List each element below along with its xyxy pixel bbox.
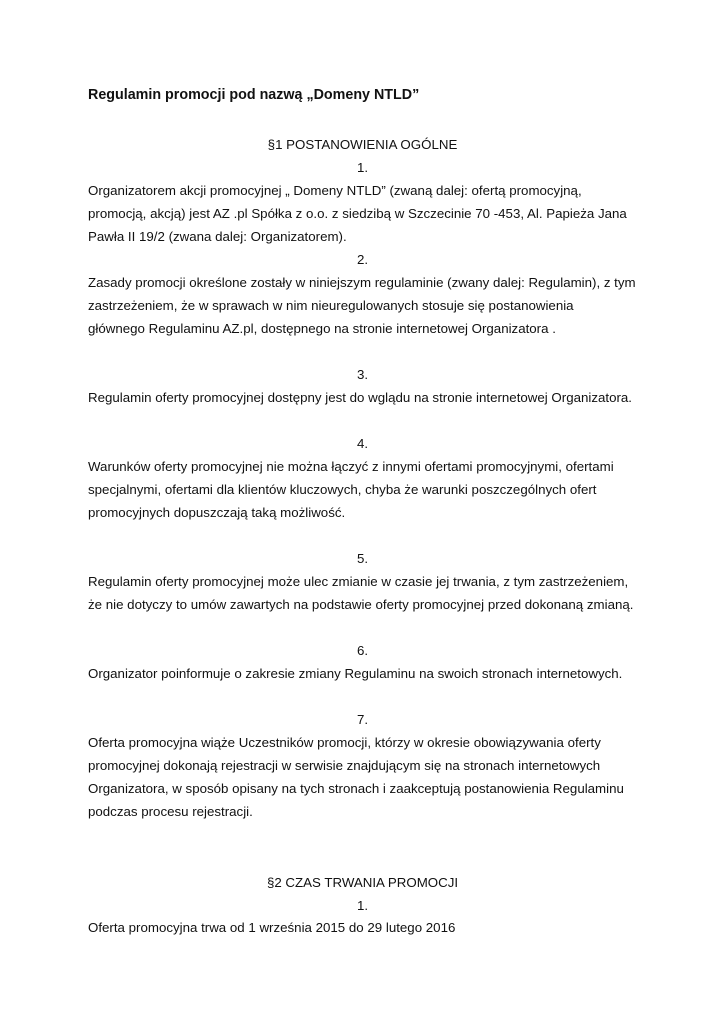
paragraph-line: zastrzeżeniem, że w sprawach w nim nieuregulowanych stosuje się postanowienia bbox=[88, 298, 574, 313]
paragraph-line: Regulamin oferty promocyjnej może ulec zmianie w czasie jej trwania, z tym zastrzeżeniem, bbox=[88, 574, 629, 589]
paragraph-line: Oferta promocyjna wiąże Uczestników promocji, którzy w okresie obowiązywania oferty bbox=[88, 735, 601, 750]
document-title: Regulamin promocji pod nazwą „Domeny NTLD” bbox=[88, 87, 420, 103]
section-1-heading: §1 POSTANOWIENIA OGÓLNE bbox=[267, 137, 458, 152]
paragraph-line: że nie dotyczy to umów zawartych na podstawie oferty promocyjnej przed dokonaną zmianą. bbox=[88, 597, 634, 612]
paragraph-line: Oferta promocyjna trwa od 1 września 2015 do 29 lutego 2016 bbox=[88, 920, 456, 935]
paragraph-line: Organizatorem akcji promocyjnej „ Domeny NTLD” (zwaną dalej: ofertą promocyjną, bbox=[88, 183, 582, 198]
paragraph-line: głównego Regulaminu AZ.pl, dostępnego na stronie internetowej Organizatora . bbox=[88, 321, 556, 336]
paragraph-line: Warunków oferty promocyjnej nie można łączyć z innymi ofertami promocyjnymi, ofertami bbox=[88, 459, 614, 474]
item-number: 6. bbox=[356, 643, 369, 658]
paragraph-line: Pawła II 19/2 (zwana dalej: Organizatorem). bbox=[88, 229, 347, 244]
item-number: 7. bbox=[356, 712, 369, 727]
item-number: 3. bbox=[356, 367, 369, 382]
item-number: 4. bbox=[356, 436, 369, 451]
item-number: 5. bbox=[356, 551, 369, 566]
paragraph-line: Zasady promocji określone zostały w niniejszym regulaminie (zwany dalej: Regulamin), z tym bbox=[88, 275, 636, 290]
item-number: 2. bbox=[356, 252, 369, 267]
item-number: 1. bbox=[356, 160, 369, 175]
paragraph-line: podczas procesu rejestracji. bbox=[88, 804, 253, 819]
item-number: 1. bbox=[356, 898, 369, 913]
paragraph-line: promocyjnej dokonają rejestracji w serwisie znajdującym się na stronach internetowych bbox=[88, 758, 601, 773]
paragraph-line: promocją, akcją) jest AZ .pl Spółka z o.o. z siedzibą w Szczecinie 70 -453, Al. Papieża Jana bbox=[88, 206, 627, 221]
section-2-heading: §2 CZAS TRWANIA PROMOCJI bbox=[266, 875, 459, 890]
paragraph-line: Organizator poinformuje o zakresie zmiany Regulaminu na swoich stronach internetowych. bbox=[88, 666, 623, 681]
paragraph-line: Regulamin oferty promocyjnej dostępny jest do wglądu na stronie internetowej Organizatora. bbox=[88, 390, 632, 405]
paragraph-line: promocyjnych dopuszczają taką możliwość. bbox=[88, 505, 346, 520]
paragraph-line: specjalnymi, ofertami dla klientów kluczowych, chyba że warunki poszczególnych ofert bbox=[88, 482, 597, 497]
paragraph-line: Organizatora, w sposób opisany na tych stronach i zaakceptują postanowienia Regulaminu bbox=[88, 781, 624, 796]
